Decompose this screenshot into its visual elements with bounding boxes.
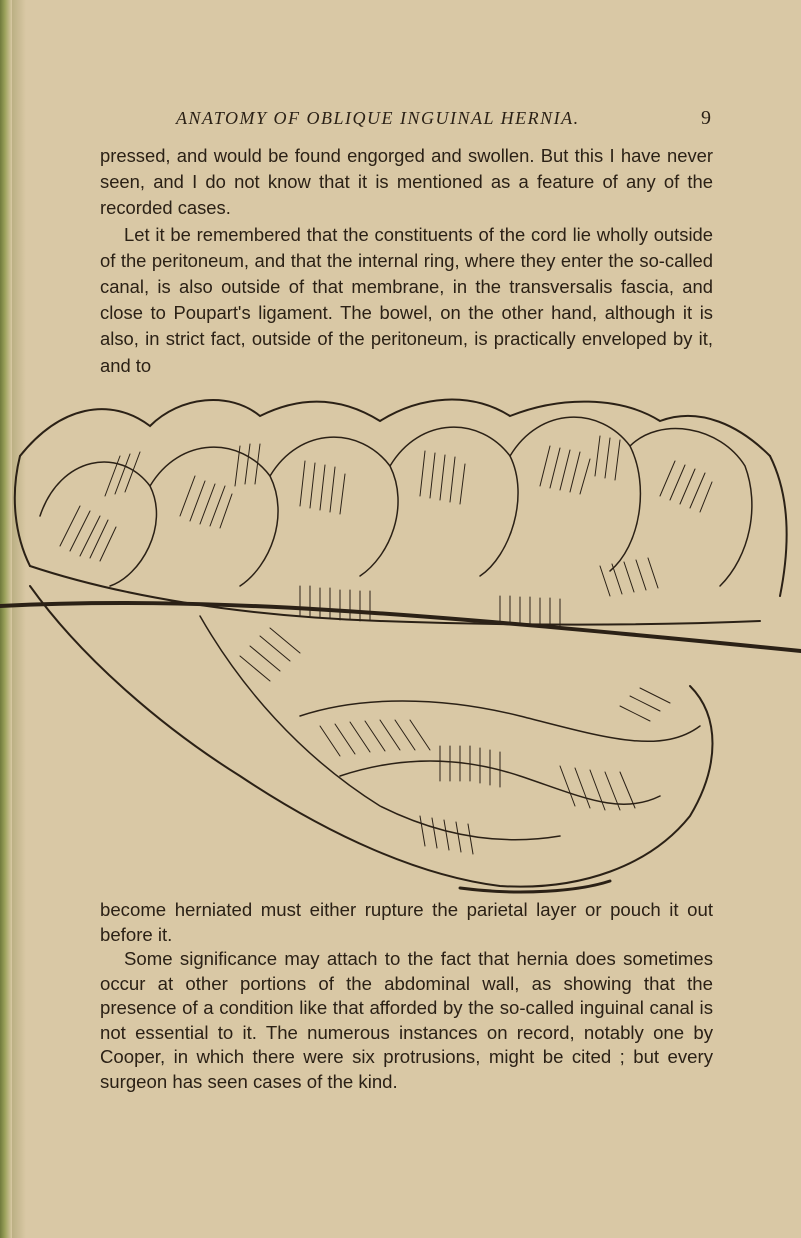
paragraph: Let it be remembered that the constituents of the cord lie wholly outside of the peritoneum, and that the internal ring, where they enter the so-called canal, is also outside of that membrane, in the transversalis fascia, and close to Poupart's ligament. The bowel, on the other hand, although it is also, in strict fact, outside of the peritoneum, is practically enveloped by it, and to (100, 223, 713, 376)
running-title: ANATOMY OF OBLIQUE INGUINAL HERNIA. (176, 108, 580, 128)
paragraph: pressed, and would be found engorged and swollen. But this I have never seen, and I do not know that it is mentioned as a feature of any of the recorded cases. (100, 145, 713, 219)
running-head (176, 107, 711, 130)
paragraph: Some significance may attach to the fact that hernia does sometimes occur at other portions of the abdominal wall, as showing that the presence of a condition like that afforded by the so-called inguinal canal is not essential to it. The numerous instances on record, notably one by Cooper, in which there were six protrusions, might be cited ; but every surgeon has seen cases of the kind. (100, 948, 713, 1092)
body-text-bottom (100, 898, 713, 1094)
body-text-top (100, 143, 713, 379)
anatomical-illustration-intestine (0, 396, 801, 896)
intestine-engraving (0, 396, 801, 896)
page-number: 9 (701, 107, 711, 129)
paragraph: become herniated must either rupture the parietal layer or pouch it out before it. (100, 899, 713, 945)
